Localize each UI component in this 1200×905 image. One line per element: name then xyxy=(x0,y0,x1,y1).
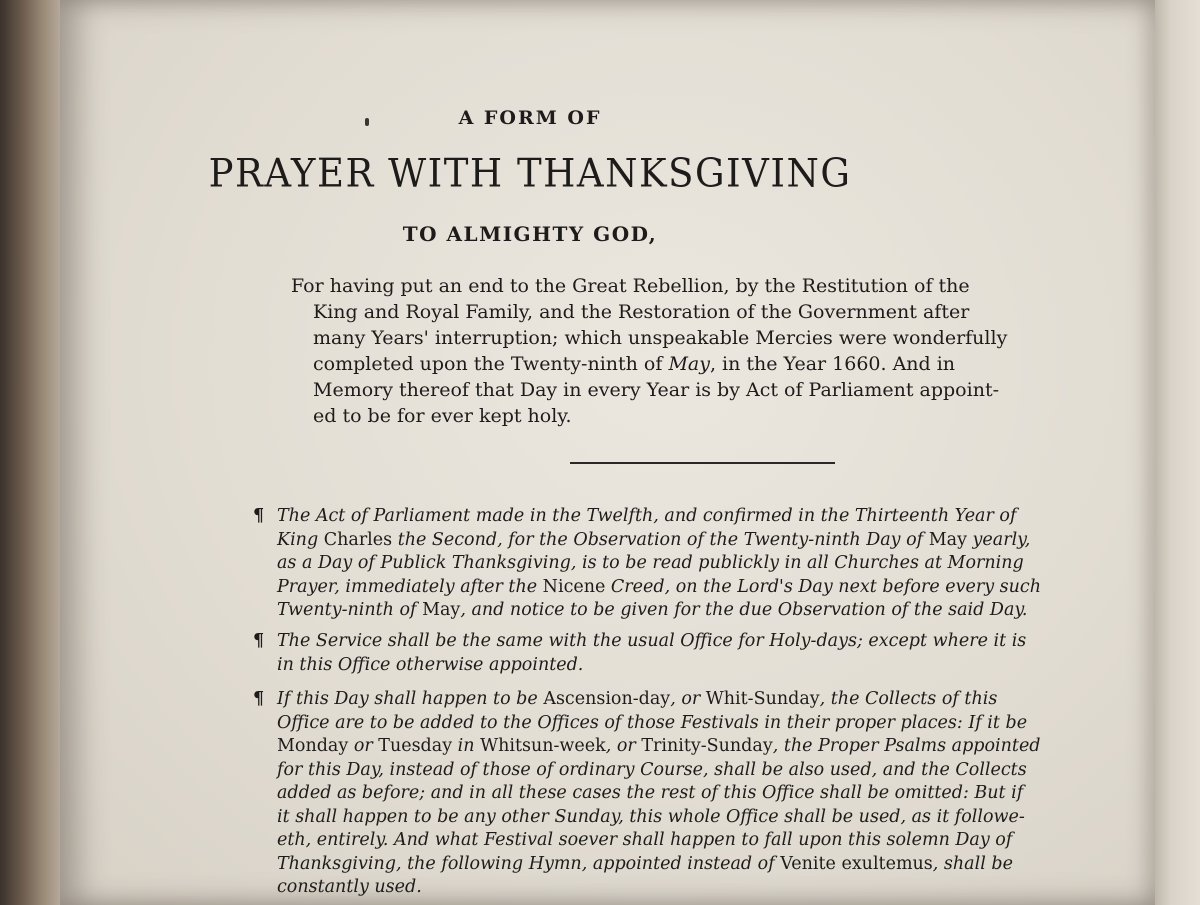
rubric-roman-text: Whitsun-week xyxy=(480,736,606,756)
preamble-text: completed upon the Twenty-ninth of xyxy=(313,353,669,375)
rubric-line xyxy=(277,599,1117,623)
rubric-line: as a Day of Publick Thanksgiving, is to be read publickly in all Churches at Morning xyxy=(277,553,1024,573)
rubric-line: in this Office otherwise appointed. xyxy=(277,654,584,675)
rubric-roman-text: Monday xyxy=(277,736,349,756)
page-title: PRAYER WITH THANKSGIVING xyxy=(208,150,852,197)
rubric-text: the Second, for the Observation of the Twenty-ninth Day of xyxy=(392,529,929,550)
rubric-line: The Act of Parliament made in the Twelfth, and confirmed in the Thirteenth Year of xyxy=(277,506,1017,526)
rubric-roman-text: Venite exultemus xyxy=(780,853,933,874)
preamble-paragraph xyxy=(291,273,1095,429)
rubric-roman-text: Trinity-Sunday xyxy=(641,736,773,756)
rubric-text: , or xyxy=(605,736,642,756)
rubric-roman-text: May xyxy=(422,600,461,620)
rubric-text: or xyxy=(348,736,379,756)
divider-rule xyxy=(570,462,835,464)
rubric-text: yearly, xyxy=(966,529,1031,550)
rubric-text: , shall be xyxy=(932,853,1013,874)
preamble-text: , in the Year 1660. And in xyxy=(709,353,956,375)
rubric-line: it shall happen to be any other Sunday, this whole Office shall be used, as it followe- xyxy=(277,806,1025,827)
rubric-roman-text: Nicene xyxy=(542,576,606,597)
rubric-line xyxy=(277,688,1117,712)
pilcrow-icon: ¶ xyxy=(253,506,265,526)
preamble-line xyxy=(291,351,1095,377)
preamble-line: many Years' interruption; which unspeakable Mercies were wonderfully xyxy=(313,327,1008,349)
rubric-text: , the Collects of this xyxy=(819,689,998,709)
rubric-roman-text: May xyxy=(928,529,967,550)
rubric-line xyxy=(277,529,1117,553)
rubric-line xyxy=(277,735,1117,759)
rubric-act-of-parliament xyxy=(253,505,1117,623)
rubric-roman-text: Whit-Sunday xyxy=(705,689,820,709)
preamble-line: King and Royal Family, and the Restoration of the Government after xyxy=(313,301,970,323)
rubric-text: in xyxy=(452,736,481,756)
pilcrow-icon: ¶ xyxy=(253,631,265,651)
rubric-ascension xyxy=(253,688,1117,900)
rubric-text: , and notice to be given for the due Observation of the said Day. xyxy=(460,600,1028,620)
rubric-text: Creed, on the Lord's Day next before every such xyxy=(605,576,1041,597)
rubric-text: Twenty-ninth of xyxy=(277,600,423,620)
rubric-line: eth, entirely. And what Festival soever shall happen to fall upon this solemn Day of xyxy=(277,830,1013,850)
preamble-italic-may: May xyxy=(668,353,710,375)
pilcrow-icon: ¶ xyxy=(253,689,265,709)
preamble-line: Memory thereof that Day in every Year is by Act of Parliament appoint- xyxy=(313,379,999,401)
preamble-line: ed to be for ever kept holy. xyxy=(313,405,572,427)
rubric-roman-text: Ascension-day xyxy=(543,689,671,709)
rubric-text: King xyxy=(277,529,324,550)
rubric-line xyxy=(277,853,1117,877)
rubric-line: constantly used. xyxy=(277,877,422,897)
rubric-line xyxy=(277,576,1117,600)
rubric-line: for this Day, instead of those of ordinary Course, shall be also used, and the Collects xyxy=(277,759,1027,780)
rubric-text: If this Day shall happen to be xyxy=(277,689,544,709)
rubric-roman-text: Charles xyxy=(323,529,393,550)
rubric-line: The Service shall be the same with the usual Office for Holy-days; except where it is xyxy=(277,631,1027,651)
rubric-line: Office are to be added to the Offices of those Festivals in their proper places: If it be xyxy=(277,712,1028,733)
rubric-text: Prayer, immediately after the xyxy=(277,576,543,597)
rubric-text: , the Proper Psalms appointed xyxy=(772,736,1041,756)
rubric-roman-text: Tuesday xyxy=(378,736,453,756)
page-subtitle: TO ALMIGHTY GOD, xyxy=(402,222,658,246)
preamble-line: For having put an end to the Great Rebellion, by the Restitution of the xyxy=(291,275,970,297)
rubric-text: , or xyxy=(670,689,706,709)
rubric-service xyxy=(253,630,1117,677)
rubric-line: added as before; and in all these cases the rest of this Office shall be omitted: But if xyxy=(277,783,1024,803)
rubric-text: Thanksgiving, the following Hymn, appointed instead of xyxy=(277,853,781,874)
heading-form-of: A FORM OF xyxy=(458,107,602,129)
book-binding-right xyxy=(1152,0,1200,905)
book-page xyxy=(60,0,1155,905)
